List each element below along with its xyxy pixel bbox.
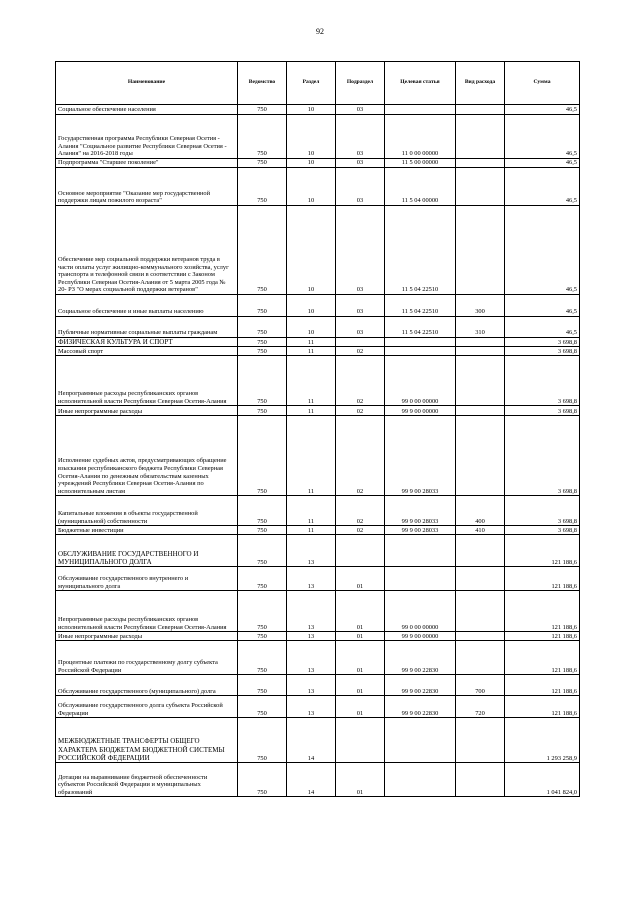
cell-name: МЕЖБЮДЖЕТНЫЕ ТРАНСФЕРТЫ ОБЩЕГО ХАРАКТЕРА БЮДЖЕТАМ БЮДЖЕТНОЙ СИСТЕМЫ РОССИЙСКОЙ ФЕДЕРАЦИИ <box>56 718 238 763</box>
cell-expense <box>456 356 505 406</box>
cell-target <box>385 567 456 591</box>
table-row <box>56 105 580 115</box>
cell-name: Публичные нормативные социальные выплаты гражданам <box>56 317 238 338</box>
cell-sum: 121 188,6 <box>505 632 580 641</box>
cell-dept: 750 <box>238 632 287 641</box>
cell-name: Исполнение судебных актов, предусматривающих обращение взыскания республиканского бюджета Республики Северная Осетия-Алания по денежным обязательствам казенных учреждений Республики Северная Осетия-Алания по исполнительным листам <box>56 416 238 496</box>
cell-dept: 750 <box>238 168 287 206</box>
cell-section: 11 <box>287 356 336 406</box>
table-row <box>56 496 580 526</box>
cell-name: Непрограммные расходы республиканских органов исполнительной власти Республики Северная Осетия-Алания <box>56 356 238 406</box>
cell-section: 13 <box>287 641 336 675</box>
budget-table <box>55 61 580 797</box>
cell-name: Государственная программа Республики Северная Осетия - Алания "Социальное развитие Республики Северная Осетия - Алания" на 2016-2018 годы <box>56 115 238 159</box>
cell-dept: 750 <box>238 347 287 356</box>
cell-section: 14 <box>287 718 336 763</box>
cell-subsection: 03 <box>336 115 385 159</box>
cell-section: 11 <box>287 526 336 535</box>
cell-sum: 1 041 824,0 <box>505 763 580 797</box>
cell-section: 10 <box>287 105 336 115</box>
cell-sum: 3 698,8 <box>505 347 580 356</box>
cell-section: 13 <box>287 535 336 567</box>
table-row <box>56 535 580 567</box>
cell-target <box>385 763 456 797</box>
cell-subsection: 03 <box>336 317 385 338</box>
cell-name: Обслуживание государственного долга субъекта Российской Федерации <box>56 696 238 718</box>
cell-expense <box>456 206 505 295</box>
cell-name: Основное мероприятие "Оказание мер государственной поддержки лицам пожилого возраста" <box>56 168 238 206</box>
cell-target: 11 5 04 22510 <box>385 206 456 295</box>
cell-expense: 400 <box>456 496 505 526</box>
cell-sum: 46,5 <box>505 317 580 338</box>
cell-sum: 46,5 <box>505 168 580 206</box>
cell-dept: 750 <box>238 591 287 632</box>
cell-expense <box>456 168 505 206</box>
cell-subsection: 03 <box>336 105 385 115</box>
cell-sum: 46,5 <box>505 105 580 115</box>
table-row <box>56 416 580 496</box>
cell-sum: 3 698,8 <box>505 356 580 406</box>
table-row <box>56 526 580 535</box>
cell-target <box>385 718 456 763</box>
table-row <box>56 696 580 718</box>
cell-target: 99 9 00 22830 <box>385 696 456 718</box>
table-row <box>56 347 580 356</box>
cell-sum: 121 188,6 <box>505 696 580 718</box>
table-row <box>56 317 580 338</box>
cell-dept: 750 <box>238 696 287 718</box>
table-row <box>56 632 580 641</box>
column-header-section: Раздел <box>287 62 336 105</box>
cell-name: Бюджетные инвестиции <box>56 526 238 535</box>
cell-dept: 750 <box>238 526 287 535</box>
cell-expense <box>456 641 505 675</box>
cell-name: Иные непрограммные расходы <box>56 406 238 416</box>
cell-sum: 121 188,6 <box>505 567 580 591</box>
cell-name: Процентные платежи по государственному долгу субъекта Российской Федерации <box>56 641 238 675</box>
cell-dept: 750 <box>238 496 287 526</box>
cell-expense <box>456 406 505 416</box>
column-header-subsection: Подраздел <box>336 62 385 105</box>
cell-sum: 121 188,6 <box>505 535 580 567</box>
cell-section: 10 <box>287 206 336 295</box>
cell-target: 11 5 04 22510 <box>385 317 456 338</box>
cell-section: 11 <box>287 406 336 416</box>
column-header-expense: Вид расхода <box>456 62 505 105</box>
cell-expense <box>456 159 505 168</box>
table-row <box>56 338 580 347</box>
table-row <box>56 356 580 406</box>
cell-expense <box>456 718 505 763</box>
cell-expense: 310 <box>456 317 505 338</box>
cell-subsection: 01 <box>336 632 385 641</box>
cell-subsection: 03 <box>336 206 385 295</box>
cell-dept: 750 <box>238 295 287 317</box>
cell-dept: 750 <box>238 416 287 496</box>
cell-subsection <box>336 338 385 347</box>
cell-subsection: 02 <box>336 496 385 526</box>
cell-target: 99 0 00 00000 <box>385 356 456 406</box>
cell-expense: 700 <box>456 675 505 696</box>
cell-expense: 300 <box>456 295 505 317</box>
cell-section: 10 <box>287 115 336 159</box>
cell-section: 13 <box>287 632 336 641</box>
cell-name: Массовый спорт <box>56 347 238 356</box>
cell-subsection: 03 <box>336 295 385 317</box>
cell-target: 99 9 00 28033 <box>385 496 456 526</box>
table-row <box>56 206 580 295</box>
cell-name: Обеспечение мер социальной поддержки ветеранов труда в части оплаты услуг жилищно-коммунального хозяйства, услуг транспорта и телефонной связи в соответствии с Законом Республики Северная Осетия-Алания от 5 марта 2005 года № 20- РЗ "О мерах социальной поддержки ветеранов" <box>56 206 238 295</box>
cell-expense: 720 <box>456 696 505 718</box>
cell-sum: 46,5 <box>505 206 580 295</box>
cell-dept: 750 <box>238 356 287 406</box>
cell-subsection: 03 <box>336 168 385 206</box>
cell-target: 99 9 00 28033 <box>385 416 456 496</box>
cell-sum: 46,5 <box>505 295 580 317</box>
column-header-name: Наименование <box>56 62 238 105</box>
cell-sum: 46,5 <box>505 159 580 168</box>
cell-expense <box>456 567 505 591</box>
cell-section: 13 <box>287 696 336 718</box>
cell-name: Иные непрограммные расходы <box>56 632 238 641</box>
cell-dept: 750 <box>238 115 287 159</box>
table-row <box>56 168 580 206</box>
cell-section: 10 <box>287 159 336 168</box>
table-row <box>56 763 580 797</box>
cell-target: 99 9 00 22830 <box>385 641 456 675</box>
cell-expense <box>456 338 505 347</box>
cell-target: 99 9 00 28033 <box>385 526 456 535</box>
cell-dept: 750 <box>238 317 287 338</box>
cell-target: 11 5 00 00000 <box>385 159 456 168</box>
table-row <box>56 718 580 763</box>
cell-target: 99 9 00 00000 <box>385 632 456 641</box>
cell-expense <box>456 115 505 159</box>
cell-name: Капитальные вложения в объекты государственной (муниципальной) собственности <box>56 496 238 526</box>
cell-target: 99 9 00 00000 <box>385 406 456 416</box>
cell-sum: 1 293 258,9 <box>505 718 580 763</box>
cell-section: 11 <box>287 338 336 347</box>
table-row <box>56 295 580 317</box>
cell-target: 11 5 04 00000 <box>385 168 456 206</box>
cell-section: 13 <box>287 675 336 696</box>
cell-section: 11 <box>287 416 336 496</box>
cell-dept: 750 <box>238 675 287 696</box>
column-header-dept: Ведомство <box>238 62 287 105</box>
cell-name: ОБСЛУЖИВАНИЕ ГОСУДАРСТВЕННОГО И МУНИЦИПАЛЬНОГО ДОЛГА <box>56 535 238 567</box>
cell-dept: 750 <box>238 338 287 347</box>
table-body <box>56 105 580 797</box>
cell-section: 13 <box>287 567 336 591</box>
cell-section: 14 <box>287 763 336 797</box>
cell-subsection: 02 <box>336 406 385 416</box>
cell-dept: 750 <box>238 763 287 797</box>
cell-sum: 46,5 <box>505 115 580 159</box>
table-row <box>56 641 580 675</box>
table-row <box>56 159 580 168</box>
table-row <box>56 406 580 416</box>
cell-expense <box>456 535 505 567</box>
cell-dept: 750 <box>238 159 287 168</box>
cell-dept: 750 <box>238 641 287 675</box>
cell-name: Непрограммные расходы республиканских органов исполнительной власти Республики Северная Осетия-Алания <box>56 591 238 632</box>
cell-target: 11 0 00 00000 <box>385 115 456 159</box>
cell-subsection: 01 <box>336 675 385 696</box>
table-header-row <box>56 62 580 105</box>
cell-target: 99 9 00 22830 <box>385 675 456 696</box>
cell-target: 99 0 00 00000 <box>385 591 456 632</box>
cell-subsection: 03 <box>336 159 385 168</box>
cell-sum: 3 698,8 <box>505 416 580 496</box>
table-row <box>56 115 580 159</box>
cell-name: Подпрограмма "Старшее поколение" <box>56 159 238 168</box>
cell-dept: 750 <box>238 406 287 416</box>
cell-section: 13 <box>287 591 336 632</box>
cell-expense <box>456 763 505 797</box>
cell-subsection: 02 <box>336 347 385 356</box>
table-row <box>56 591 580 632</box>
cell-subsection: 02 <box>336 416 385 496</box>
cell-section: 10 <box>287 168 336 206</box>
cell-name: Дотации на выравнивание бюджетной обеспеченности субъектов Российской Федерации и муниципальных образований <box>56 763 238 797</box>
cell-dept: 750 <box>238 718 287 763</box>
cell-target <box>385 535 456 567</box>
cell-dept: 750 <box>238 206 287 295</box>
cell-subsection: 01 <box>336 696 385 718</box>
cell-subsection: 02 <box>336 356 385 406</box>
cell-name: Социальное обеспечение и иные выплаты населению <box>56 295 238 317</box>
cell-section: 10 <box>287 317 336 338</box>
column-header-target: Целевая статья <box>385 62 456 105</box>
cell-subsection: 01 <box>336 641 385 675</box>
cell-subsection: 01 <box>336 763 385 797</box>
cell-sum: 3 698,8 <box>505 338 580 347</box>
cell-sum: 3 698,8 <box>505 406 580 416</box>
cell-name: Обслуживание государственного внутреннего и муниципального долга <box>56 567 238 591</box>
cell-sum: 121 188,6 <box>505 641 580 675</box>
cell-expense <box>456 105 505 115</box>
cell-subsection: 01 <box>336 591 385 632</box>
cell-section: 11 <box>287 347 336 356</box>
page-number: 92 <box>316 27 324 36</box>
cell-name: ФИЗИЧЕСКАЯ КУЛЬТУРА И СПОРТ <box>56 338 238 347</box>
cell-expense <box>456 347 505 356</box>
cell-subsection <box>336 535 385 567</box>
cell-section: 11 <box>287 496 336 526</box>
cell-target <box>385 105 456 115</box>
cell-dept: 750 <box>238 105 287 115</box>
cell-section: 10 <box>287 295 336 317</box>
column-header-sum: Сумма <box>505 62 580 105</box>
cell-subsection <box>336 718 385 763</box>
cell-target <box>385 338 456 347</box>
cell-sum: 3 698,8 <box>505 526 580 535</box>
cell-sum: 121 188,6 <box>505 675 580 696</box>
cell-target <box>385 347 456 356</box>
table-row <box>56 567 580 591</box>
cell-name: Социальное обеспечение населения <box>56 105 238 115</box>
cell-subsection: 01 <box>336 567 385 591</box>
cell-dept: 750 <box>238 535 287 567</box>
table-row <box>56 675 580 696</box>
cell-expense: 410 <box>456 526 505 535</box>
cell-dept: 750 <box>238 567 287 591</box>
cell-subsection: 02 <box>336 526 385 535</box>
cell-expense <box>456 632 505 641</box>
cell-sum: 121 188,6 <box>505 591 580 632</box>
cell-target: 11 5 04 22510 <box>385 295 456 317</box>
cell-expense <box>456 591 505 632</box>
cell-expense <box>456 416 505 496</box>
cell-sum: 3 698,8 <box>505 496 580 526</box>
cell-name: Обслуживание государственного (муниципального) долга <box>56 675 238 696</box>
